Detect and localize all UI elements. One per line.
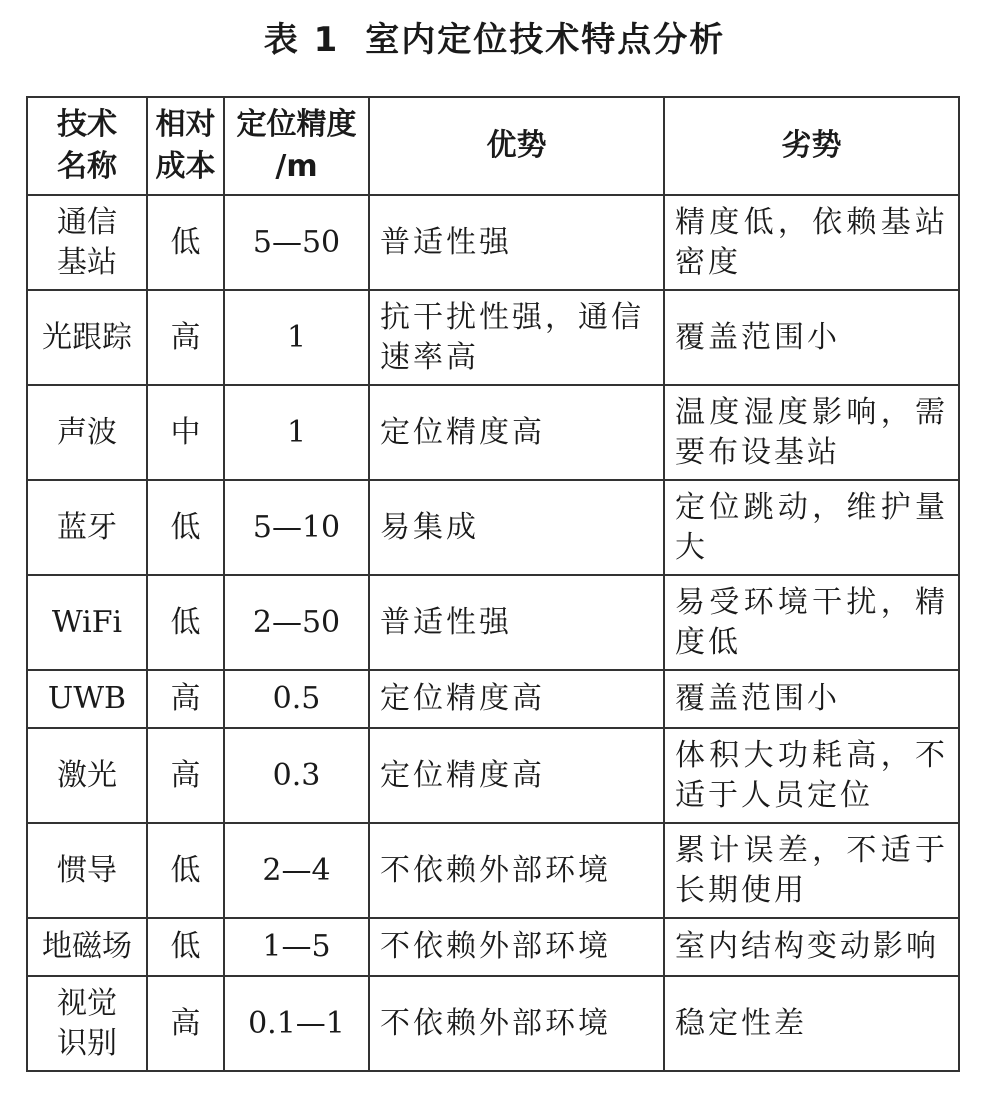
table-title: 室内定位技术特点分析 xyxy=(365,20,726,60)
cell-advantage: 不依赖外部环境 xyxy=(369,976,664,1071)
cell-disadvantage: 精度低，依赖基站密度 xyxy=(664,195,959,290)
cell-disadvantage: 覆盖范围小 xyxy=(664,290,959,385)
cell-disadvantage: 定位跳动，维护量大 xyxy=(664,480,959,575)
cell-relative-cost: 高 xyxy=(147,976,224,1071)
table-row xyxy=(27,480,959,575)
cell-advantage: 普适性强 xyxy=(369,195,664,290)
cell-relative-cost: 低 xyxy=(147,195,224,290)
cell-advantage: 抗干扰性强，通信速率高 xyxy=(369,290,664,385)
cell-accuracy: 1 xyxy=(224,290,369,385)
table-row xyxy=(27,195,959,290)
cell-advantage: 易集成 xyxy=(369,480,664,575)
cell-relative-cost: 低 xyxy=(147,918,224,976)
cell-tech-name: 声波 xyxy=(27,385,147,480)
cell-advantage: 定位精度高 xyxy=(369,670,664,728)
cell-tech-name: 光跟踪 xyxy=(27,290,147,385)
table-row xyxy=(27,385,959,480)
table-row xyxy=(27,290,959,385)
header-accuracy: 定位精度 /m xyxy=(224,97,369,195)
header-disadvantage: 劣势 xyxy=(664,97,959,195)
cell-tech-name: UWB xyxy=(27,670,147,728)
cell-tech-name: 激光 xyxy=(27,728,147,823)
cell-disadvantage: 易受环境干扰，精度低 xyxy=(664,575,959,670)
header-relative-cost: 相对 成本 xyxy=(147,97,224,195)
header-row xyxy=(27,97,959,195)
cell-relative-cost: 高 xyxy=(147,670,224,728)
cell-disadvantage: 温度湿度影响，需要布设基站 xyxy=(664,385,959,480)
table-row xyxy=(27,670,959,728)
cell-advantage: 不依赖外部环境 xyxy=(369,823,664,918)
table-row xyxy=(27,976,959,1071)
cell-relative-cost: 低 xyxy=(147,480,224,575)
cell-advantage: 定位精度高 xyxy=(369,385,664,480)
cell-advantage: 定位精度高 xyxy=(369,728,664,823)
cell-relative-cost: 低 xyxy=(147,823,224,918)
table-caption xyxy=(0,14,989,66)
cell-relative-cost: 低 xyxy=(147,575,224,670)
cell-relative-cost: 高 xyxy=(147,728,224,823)
cell-accuracy: 5—50 xyxy=(224,195,369,290)
cell-advantage: 普适性强 xyxy=(369,575,664,670)
header-advantage: 优势 xyxy=(369,97,664,195)
cell-relative-cost: 中 xyxy=(147,385,224,480)
cell-relative-cost: 高 xyxy=(147,290,224,385)
cell-disadvantage: 累计误差，不适于长期使用 xyxy=(664,823,959,918)
cell-tech-name: 蓝牙 xyxy=(27,480,147,575)
cell-advantage: 不依赖外部环境 xyxy=(369,918,664,976)
cell-accuracy: 0.3 xyxy=(224,728,369,823)
cell-tech-name: 通信 基站 xyxy=(27,195,147,290)
table-body xyxy=(27,195,959,1071)
cell-accuracy: 2—4 xyxy=(224,823,369,918)
cell-tech-name: 惯导 xyxy=(27,823,147,918)
cell-disadvantage: 覆盖范围小 xyxy=(664,670,959,728)
table-row xyxy=(27,918,959,976)
table-row xyxy=(27,728,959,823)
cell-accuracy: 1 xyxy=(224,385,369,480)
cell-disadvantage: 体积大功耗高，不适于人员定位 xyxy=(664,728,959,823)
cell-accuracy: 5—10 xyxy=(224,480,369,575)
cell-disadvantage: 稳定性差 xyxy=(664,976,959,1071)
cell-accuracy: 1—5 xyxy=(224,918,369,976)
table-row xyxy=(27,575,959,670)
cell-tech-name: 视觉 识别 xyxy=(27,976,147,1071)
cell-tech-name: 地磁场 xyxy=(27,918,147,976)
cell-accuracy: 0.5 xyxy=(224,670,369,728)
table-row xyxy=(27,823,959,918)
table-number: 表 1 xyxy=(263,20,340,60)
cell-tech-name: WiFi xyxy=(27,575,147,670)
comparison-table xyxy=(26,96,960,1072)
cell-accuracy: 2—50 xyxy=(224,575,369,670)
cell-disadvantage: 室内结构变动影响 xyxy=(664,918,959,976)
header-tech-name: 技术 名称 xyxy=(27,97,147,195)
cell-accuracy: 0.1—1 xyxy=(224,976,369,1071)
